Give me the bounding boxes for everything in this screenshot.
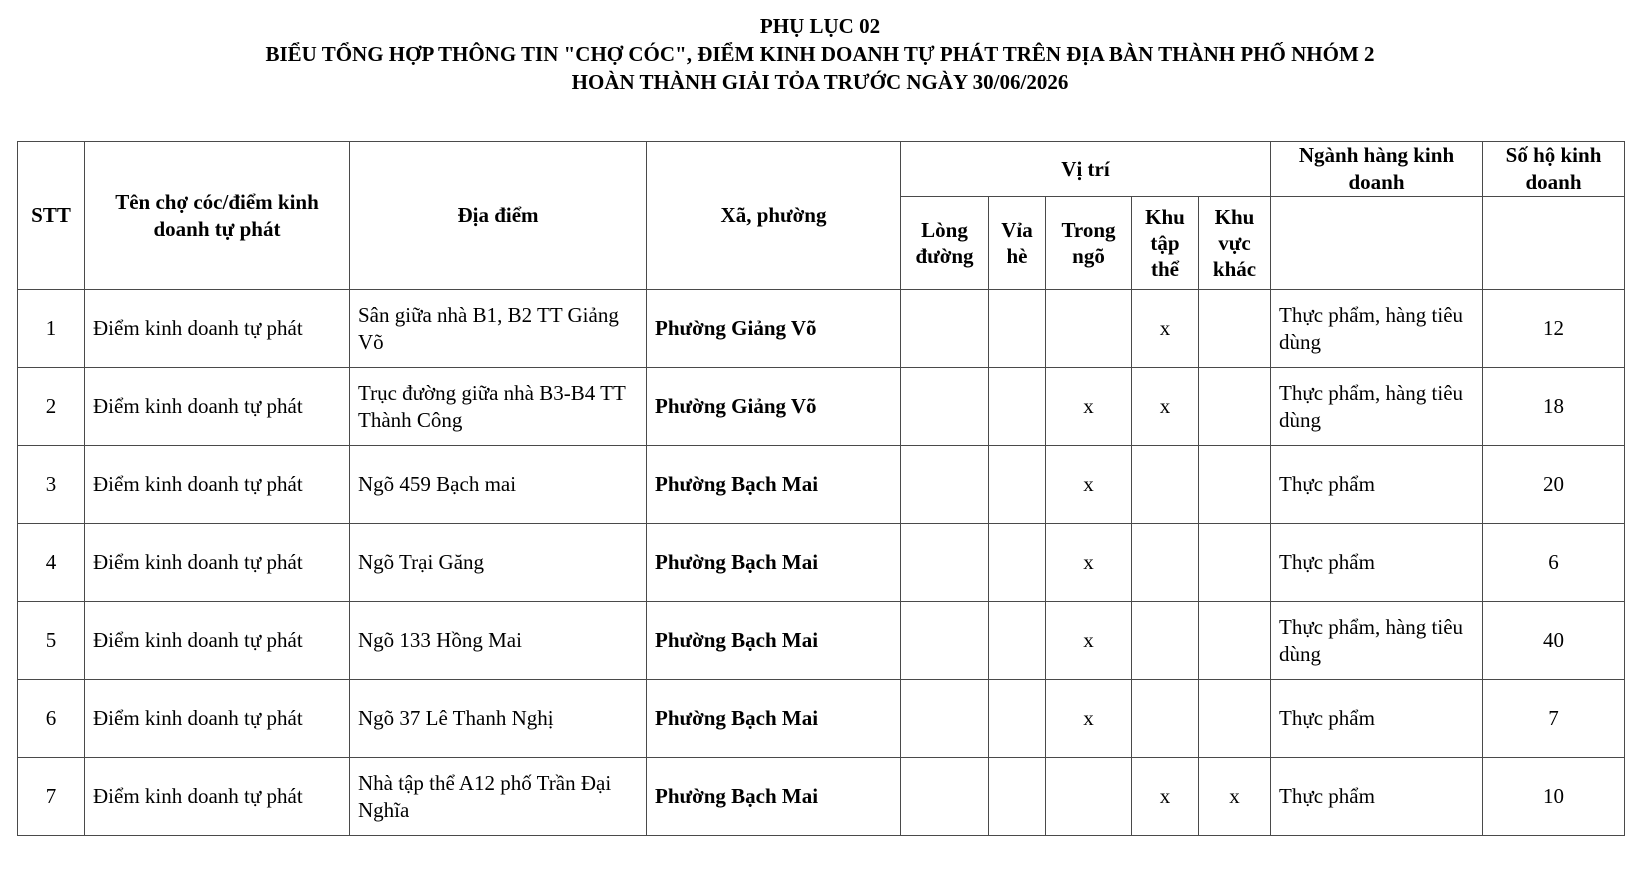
cell-pos-alley: x (1046, 368, 1132, 446)
cell-pos-other-area: x (1199, 758, 1271, 836)
cell-pos-other-area (1199, 680, 1271, 758)
cell-industry: Thực phẩm (1271, 758, 1483, 836)
header-location: Địa điểm (350, 142, 647, 290)
cell-pos-collective-housing (1132, 680, 1199, 758)
cell-pos-alley: x (1046, 524, 1132, 602)
cell-pos-roadway (901, 524, 989, 602)
header-position-group: Vị trí (901, 142, 1271, 197)
cell-households: 6 (1483, 524, 1625, 602)
header-name: Tên chợ cóc/điểm kinh doanh tự phát (85, 142, 350, 290)
cell-pos-alley (1046, 758, 1132, 836)
cell-location: Sân giữa nhà B1, B2 TT Giảng Võ (350, 290, 647, 368)
cell-stt: 6 (18, 680, 85, 758)
cell-pos-roadway (901, 758, 989, 836)
cell-pos-alley (1046, 290, 1132, 368)
cell-stt: 2 (18, 368, 85, 446)
header-households-blank (1483, 197, 1625, 290)
cell-stt: 4 (18, 524, 85, 602)
report-title: BIỂU TỔNG HỢP THÔNG TIN "CHỢ CÓC", ĐIỂM KINH DOANH TỰ PHÁT TRÊN ĐỊA BÀN THÀNH PHỐ NHÓM 2 (265, 42, 1375, 66)
cell-ward: Phường Bạch Mai (647, 446, 901, 524)
cell-pos-roadway (901, 602, 989, 680)
cell-name: Điểm kinh doanh tự phát (85, 290, 350, 368)
cell-pos-other-area (1199, 368, 1271, 446)
table-row (18, 602, 1625, 680)
header-pos-other-area: Khu vực khác (1199, 197, 1271, 290)
cell-pos-roadway (901, 368, 989, 446)
cell-industry: Thực phẩm (1271, 446, 1483, 524)
appendix-label: PHỤ LỤC 02 (759, 14, 881, 38)
header-pos-roadway: Lòng đường (901, 197, 989, 290)
table-row (18, 368, 1625, 446)
cell-industry: Thực phẩm, hàng tiêu dùng (1271, 368, 1483, 446)
cell-pos-collective-housing (1132, 602, 1199, 680)
cell-stt: 7 (18, 758, 85, 836)
cell-households: 7 (1483, 680, 1625, 758)
cell-pos-sidewalk (989, 524, 1046, 602)
cell-pos-sidewalk (989, 602, 1046, 680)
cell-ward: Phường Bạch Mai (647, 524, 901, 602)
cell-ward: Phường Bạch Mai (647, 758, 901, 836)
cell-pos-collective-housing (1132, 524, 1199, 602)
cell-pos-other-area (1199, 446, 1271, 524)
cell-stt: 3 (18, 446, 85, 524)
table-row (18, 524, 1625, 602)
header-pos-sidewalk: Vỉa hè (989, 197, 1046, 290)
cell-location: Trục đường giữa nhà B3-B4 TT Thành Công (350, 368, 647, 446)
cell-pos-collective-housing: x (1132, 368, 1199, 446)
cell-ward: Phường Giảng Võ (647, 368, 901, 446)
cell-industry: Thực phẩm (1271, 680, 1483, 758)
cell-households: 12 (1483, 290, 1625, 368)
cell-industry: Thực phẩm, hàng tiêu dùng (1271, 602, 1483, 680)
cell-pos-alley: x (1046, 680, 1132, 758)
cell-industry: Thực phẩm (1271, 524, 1483, 602)
header-row-1 (18, 142, 1625, 197)
header-industry: Ngành hàng kinh doanh (1271, 142, 1483, 197)
header-households: Số hộ kinh doanh (1483, 142, 1625, 197)
cell-name: Điểm kinh doanh tự phát (85, 758, 350, 836)
market-table (17, 141, 1625, 836)
cell-households: 10 (1483, 758, 1625, 836)
cell-pos-other-area (1199, 602, 1271, 680)
cell-pos-alley: x (1046, 446, 1132, 524)
cell-location: Ngõ Trại Găng (350, 524, 647, 602)
cell-name: Điểm kinh doanh tự phát (85, 602, 350, 680)
cell-name: Điểm kinh doanh tự phát (85, 524, 350, 602)
header-ward: Xã, phường (647, 142, 901, 290)
cell-pos-roadway (901, 446, 989, 524)
cell-pos-other-area (1199, 524, 1271, 602)
cell-location: Ngõ 133 Hồng Mai (350, 602, 647, 680)
cell-industry: Thực phẩm, hàng tiêu dùng (1271, 290, 1483, 368)
cell-households: 20 (1483, 446, 1625, 524)
cell-location: Ngõ 37 Lê Thanh Nghị (350, 680, 647, 758)
header-stt: STT (18, 142, 85, 290)
cell-location: Nhà tập thể A12 phố Trần Đại Nghĩa (350, 758, 647, 836)
cell-pos-alley: x (1046, 602, 1132, 680)
header-pos-alley: Trong ngõ (1046, 197, 1132, 290)
document-title (0, 12, 1640, 96)
cell-name: Điểm kinh doanh tự phát (85, 446, 350, 524)
cell-pos-collective-housing: x (1132, 290, 1199, 368)
cell-pos-other-area (1199, 290, 1271, 368)
table-row (18, 446, 1625, 524)
cell-ward: Phường Bạch Mai (647, 602, 901, 680)
cell-name: Điểm kinh doanh tự phát (85, 368, 350, 446)
cell-pos-collective-housing (1132, 446, 1199, 524)
table-row (18, 680, 1625, 758)
cell-pos-roadway (901, 680, 989, 758)
cell-pos-sidewalk (989, 680, 1046, 758)
report-subtitle: HOÀN THÀNH GIẢI TỎA TRƯỚC NGÀY 30/06/2026 (571, 70, 1069, 94)
cell-name: Điểm kinh doanh tự phát (85, 680, 350, 758)
cell-pos-sidewalk (989, 368, 1046, 446)
table-row (18, 290, 1625, 368)
header-pos-collective-housing: Khu tập thể (1132, 197, 1199, 290)
cell-ward: Phường Bạch Mai (647, 680, 901, 758)
header-industry-blank (1271, 197, 1483, 290)
cell-pos-sidewalk (989, 446, 1046, 524)
cell-households: 40 (1483, 602, 1625, 680)
cell-pos-sidewalk (989, 758, 1046, 836)
cell-location: Ngõ 459 Bạch mai (350, 446, 647, 524)
cell-pos-sidewalk (989, 290, 1046, 368)
cell-households: 18 (1483, 368, 1625, 446)
cell-stt: 5 (18, 602, 85, 680)
table-row (18, 758, 1625, 836)
cell-stt: 1 (18, 290, 85, 368)
cell-ward: Phường Giảng Võ (647, 290, 901, 368)
cell-pos-roadway (901, 290, 989, 368)
cell-pos-collective-housing: x (1132, 758, 1199, 836)
